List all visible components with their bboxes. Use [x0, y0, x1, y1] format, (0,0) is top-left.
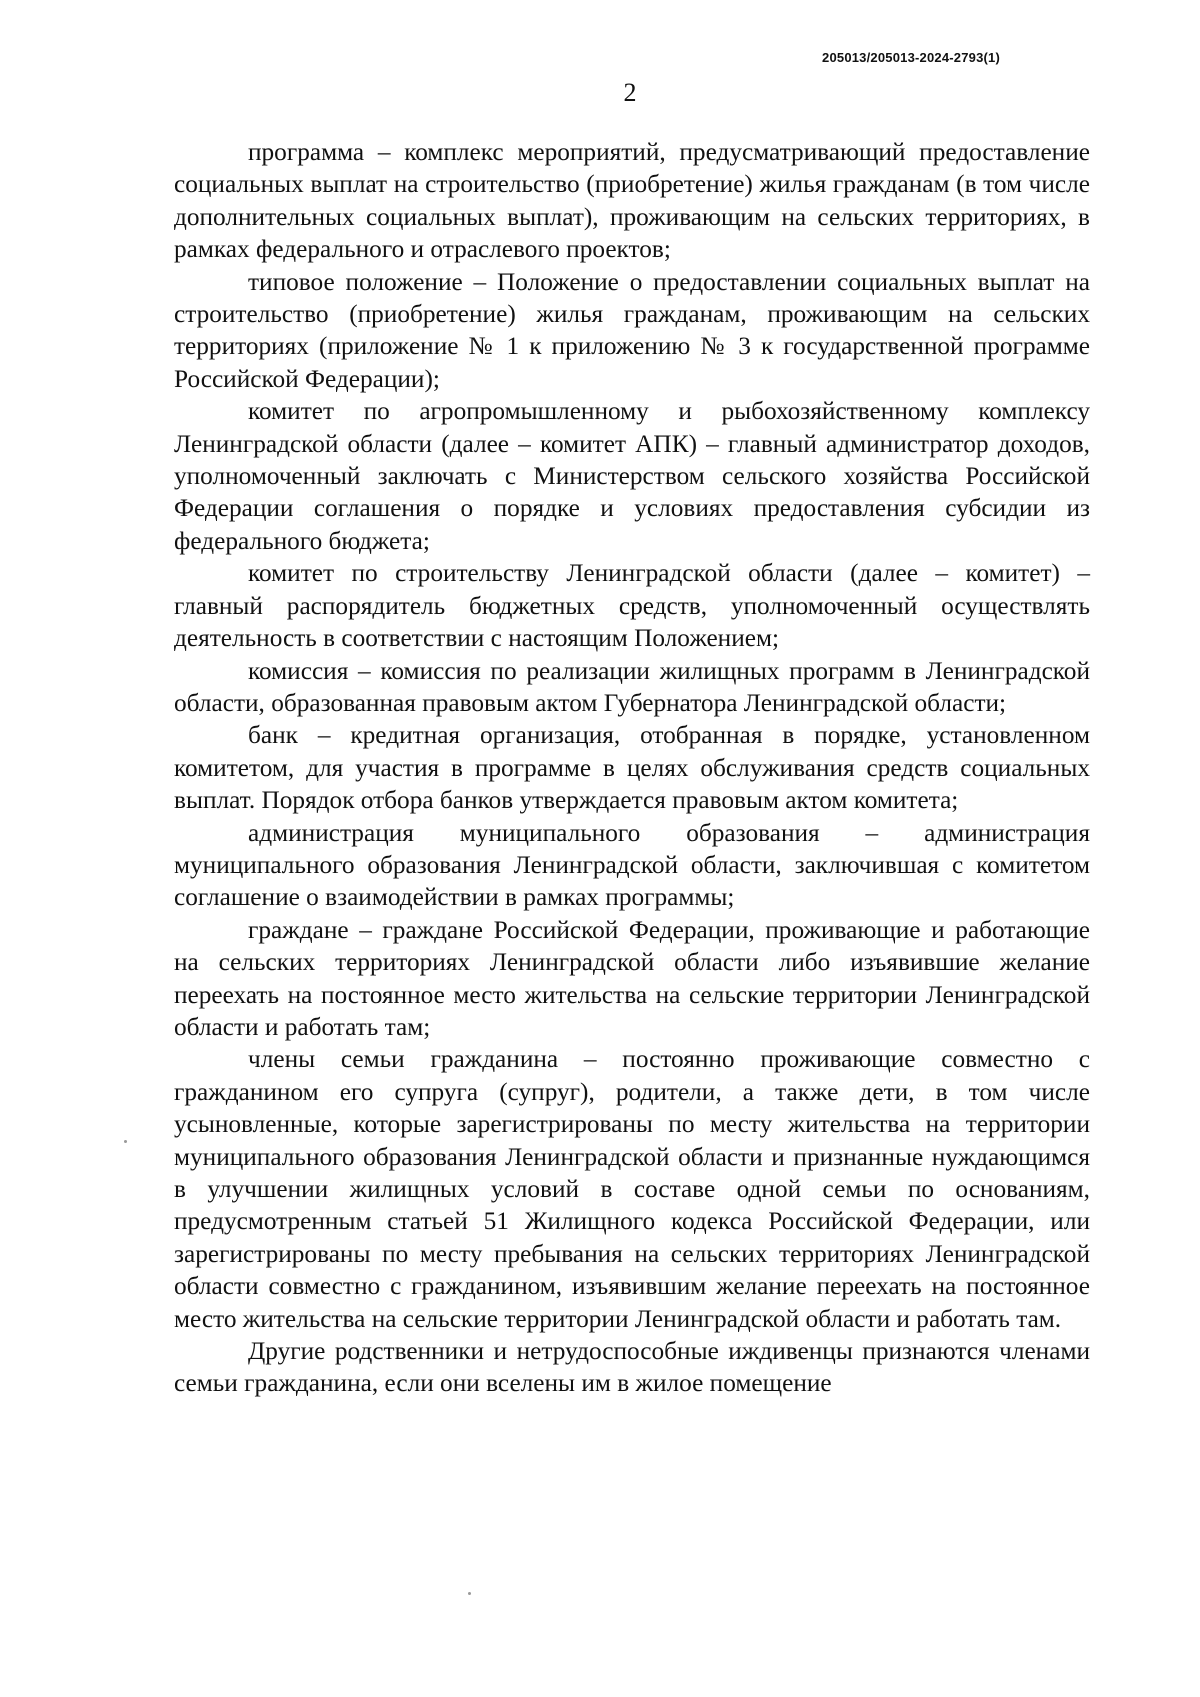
paragraph-bank-definition: банк – кредитная организация, отобранная в порядке, установленном комитетом, для участия в программе в целях обслуживания средств социальных выплат. Порядок отбора банков утверждается правовым актом комитета; — [174, 721, 1090, 815]
paragraph-agro-committee-definition: комитет по агропромышленному и рыбохозяйственному комплексу Ленинградской области (далее – комитет АПК) – главный администратор доходов, уполномоченный заключать с Министерством сельского хозяйства Российской Федерации соглашения о порядке и условиях предоставления субсидии из федерального бюджета; — [174, 397, 1090, 555]
paragraph-citizens-definition: граждане – граждане Российской Федерации, проживающие и работающие на сельских территориях Ленинградской области либо изъявившие желание переехать на постоянное место жительства на сельские территории Ленинградской области и работать там; — [174, 915, 1090, 1041]
document-body — [174, 136, 1090, 1400]
paragraph-family-members-definition: члены семьи гражданина – постоянно проживающие совместно с гражданином его супруга (супруг), родители, а также дети, в том числе усыновленные, которые зарегистрированы по месту жительства на территории муниципального образования Ленинградской области и признанные нуждающимся в улучшении жилищных условий в составе одной семьи по основаниям, предусмотренным статьей 51 Жилищного кодекса Российской Федерации, или зарегистрированы по месту пребывания на сельских территориях Ленинградской области совместно с гражданином, изъявившим желание переехать на постоянное место жительства на сельские территории Ленинградской области и работать там. — [174, 1045, 1090, 1333]
paragraph-other-relatives: Другие родственники и нетрудоспособные иждивенцы признаются членами семьи гражданина, если они вселены им в жилое помещение — [174, 1337, 1090, 1398]
page-number: 2 — [623, 78, 637, 107]
scan-speck — [468, 1592, 471, 1595]
paragraph-municipal-administration-definition: администрация муниципального образования – администрация муниципального образования Ленинградской области, заключившая с комитетом соглашение о взаимодействии в рамках программы; — [174, 818, 1090, 912]
paragraph-construction-committee-definition: комитет по строительству Ленинградской области (далее – комитет) – главный распорядитель бюджетных средств, уполномоченный осуществлять деятельность в соответствии с настоящим Положением; — [174, 559, 1090, 653]
paragraph-commission-definition: комиссия – комиссия по реализации жилищных программ в Ленинградской области, образованная правовым актом Губернатора Ленинградской области; — [174, 656, 1090, 717]
document-id: 205013/205013-2024-2793(1) — [822, 50, 1000, 65]
paragraph-program-definition: программа – комплекс мероприятий, предусматривающий предоставление социальных выплат на строительство (приобретение) жилья гражданам (в том числе дополнительных социальных выплат), проживающим на сельских территориях, в рамках федерального и отраслевого проектов; — [174, 138, 1090, 264]
scan-speck — [124, 1140, 127, 1143]
paragraph-standard-regulation-definition: типовое положение – Положение о предоставлении социальных выплат на строительство (приобретение) жилья гражданам, проживающим на сельских территориях (приложение № 1 к приложению № 3 к государственной программе Российской Федерации); — [174, 267, 1090, 393]
